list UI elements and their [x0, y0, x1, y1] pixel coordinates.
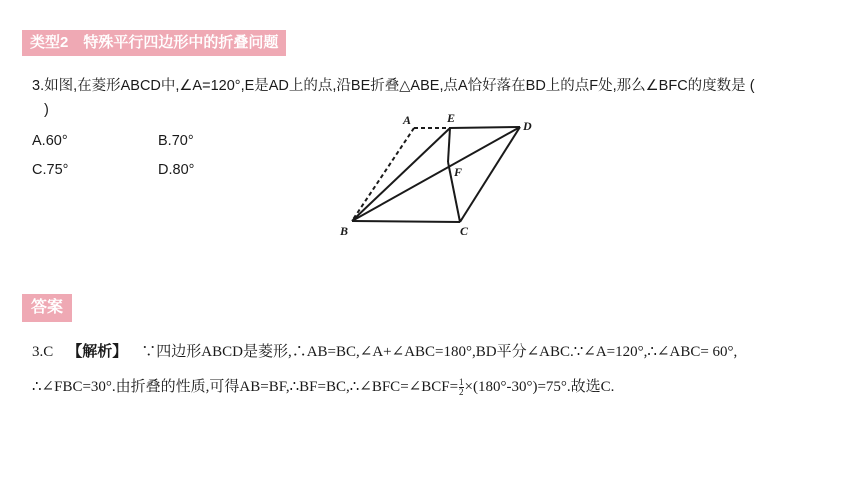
fraction-numerator: 1	[459, 377, 464, 388]
segment-ed	[450, 127, 520, 128]
segment-dc	[460, 127, 520, 222]
question-stem: 3.如图,在菱形ABCD中,∠A=120°,E是AD上的点,沿BE折叠△ABE,点A恰好落在BD上的点F处,那么∠BFC的度数是 (	[32, 78, 755, 94]
fraction-denominator: 2	[459, 387, 464, 398]
option-a: A.60°	[32, 133, 68, 149]
point-label-c: C	[460, 224, 469, 238]
option-d: D.80°	[158, 162, 195, 178]
section-title-tag: 类型2 特殊平行四边形中的折叠问题	[22, 30, 286, 56]
rhombus-figure	[330, 104, 560, 244]
solution-text-2a: ∴∠FBC=30°.由折叠的性质,可得AB=BF,∴BF=BC,∴∠BFC=∠BCF=	[32, 379, 459, 395]
analysis-label: 【解析】	[67, 343, 128, 360]
segment-ab	[352, 128, 414, 221]
point-label-f: F	[454, 165, 463, 179]
point-label-b: B	[340, 224, 349, 238]
segment-ef	[448, 128, 450, 162]
option-c: C.75°	[32, 162, 69, 178]
solution-text-2b: ×(180°-30°)=75°.故选C.	[464, 379, 615, 395]
segment-bc	[352, 221, 460, 222]
question-stem-bracket: )	[44, 102, 49, 118]
answer-choice: 3.C	[32, 344, 54, 360]
fraction-one-half	[459, 378, 464, 397]
point-label-e: E	[447, 111, 456, 125]
answer-tag: 答案	[22, 294, 72, 322]
point-label-a: A	[403, 113, 412, 127]
solution-text-1: ∵四边形ABCD是菱形,∴AB=BC,∠A+∠ABC=180°,BD平分∠ABC.∵∠A=120°,∴∠ABC= 60°,	[141, 344, 738, 360]
option-b: B.70°	[158, 133, 194, 149]
solution-line-1	[32, 340, 737, 361]
point-label-d: D	[523, 119, 532, 133]
solution-line-2	[32, 375, 614, 397]
